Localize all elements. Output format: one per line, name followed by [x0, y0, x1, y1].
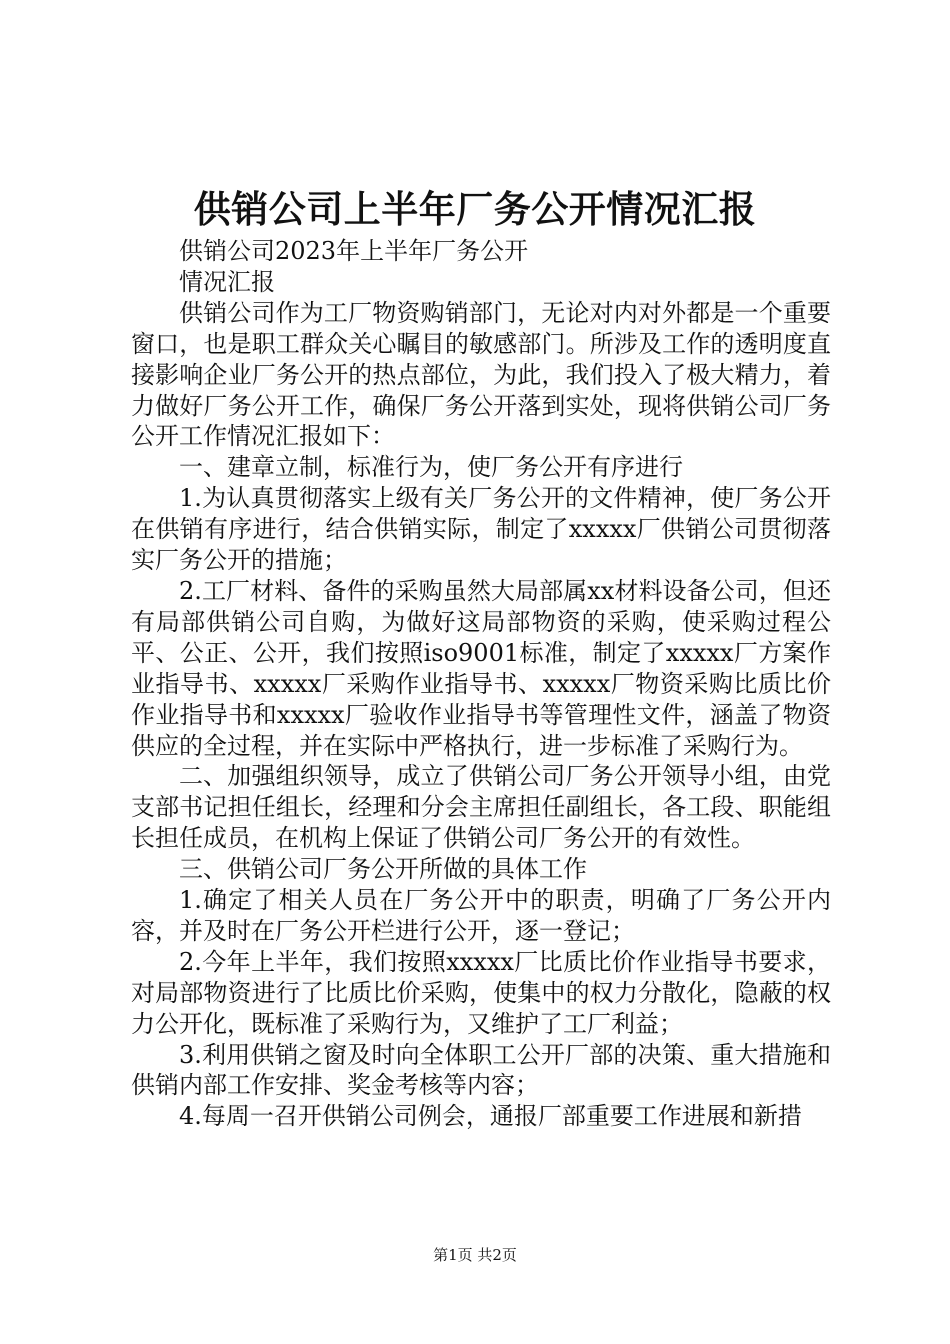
- paragraph: 供销公司2023年上半年厂务公开: [179, 237, 529, 265]
- paragraph: 2.工厂材料、备件的采购虽然大局部属xx材料设备公司，但还有局部供销公司自购，为做好这局部物资的采购，使采购过程公平、公正、公开，我们按照iso9001标准，制定了xxxxx厂方案作业指导书、xxxxx厂采购作业指导书、xxxxx厂物资采购比质比价作业指导书和xxxxx厂验收作业指导书等管理性文件，涵盖了物资供应的全过程，并在实际中严格执行，进一步标准了采购行为。: [131, 576, 831, 760]
- document-title: 供销公司上半年厂务公开情况汇报: [193, 187, 757, 231]
- paragraph: 情况汇报: [179, 267, 275, 296]
- page-footer: 第1页 共2页: [433, 1246, 517, 1264]
- document-body: [131, 236, 831, 1132]
- paragraph: 供销公司作为工厂物资购销部门，无论对内对外都是一个重要窗口，也是职工群众关心瞩目的敏感部门。所涉及工作的透明度直接影响企业厂务公开的热点部位，为此，我们投入了极大精力，着力做好厂务公开工作，确保厂务公开落到实处，现将供销公司厂务公开工作情况汇报如下：: [131, 298, 831, 451]
- paragraph: 二、加强组织领导，成立了供销公司厂务公开领导小组，由党支部书记担任组长，经理和分会主席担任副组长，各工段、职能组长担任成员，在机构上保证了供销公司厂务公开的有效性。: [131, 762, 831, 853]
- paragraph: 4.每周一召开供销公司例会，通报厂部重要工作进展和新措: [179, 1102, 802, 1131]
- paragraph: 1.确定了相关人员在厂务公开中的职责，明确了厂务公开内容，并及时在厂务公开栏进行公开，逐一登记；: [131, 886, 831, 945]
- paragraph: 3.利用供销之窗及时向全体职工公开厂部的决策、重大措施和供销内部工作安排、奖金考核等内容；: [131, 1040, 831, 1100]
- section-heading: 一、建章立制，标准行为，使厂务公开有序进行: [179, 453, 683, 482]
- paragraph: 2.今年上半年，我们按照xxxxx厂比质比价作业指导书要求，对局部物资进行了比质比价采购，使集中的权力分散化，隐蔽的权力公开化，既标准了采购行为，又维护了工厂利益；: [131, 947, 831, 1038]
- paragraph: 1.为认真贯彻落实上级有关厂务公开的文件精神，使厂务公开在供销有序进行，结合供销实际，制定了xxxxx厂供销公司贯彻落实厂务公开的措施；: [131, 484, 831, 575]
- section-heading: 三、供销公司厂务公开所做的具体工作: [179, 855, 587, 884]
